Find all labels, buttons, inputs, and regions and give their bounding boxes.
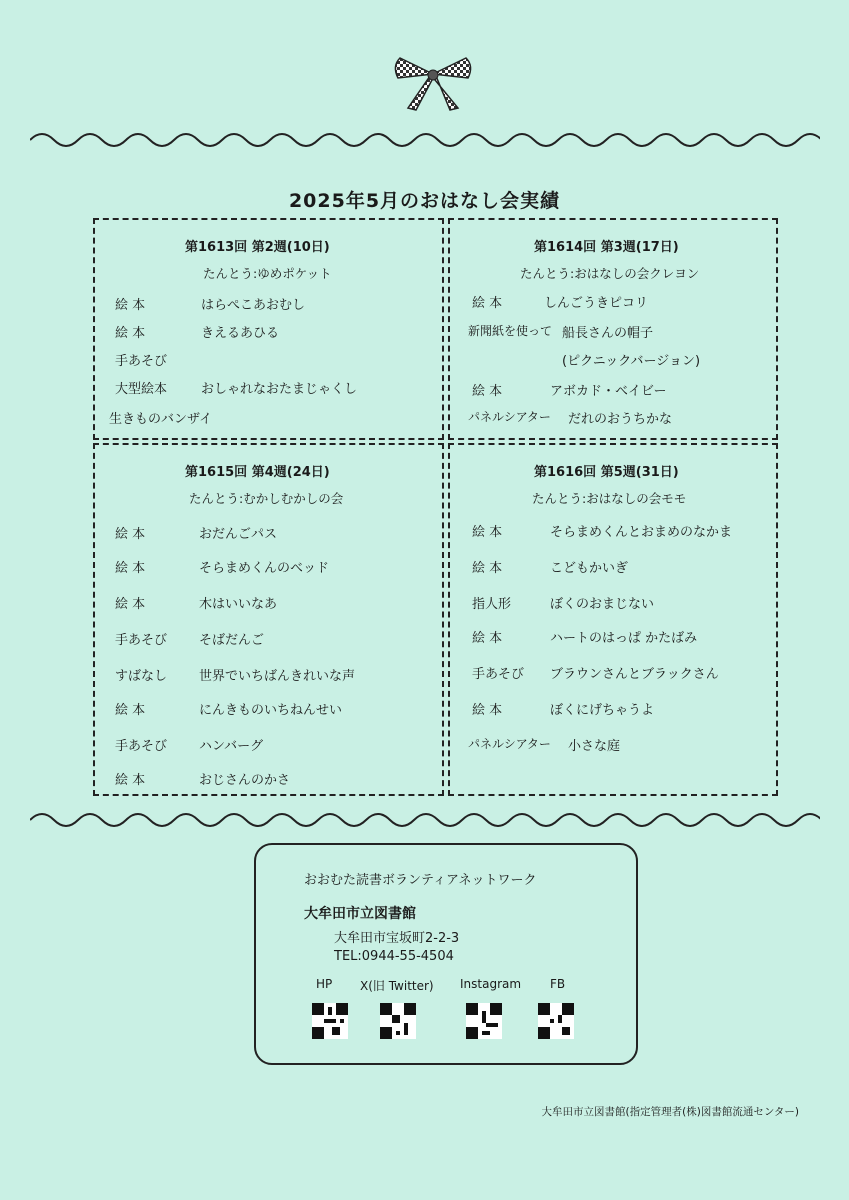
- session-header: 第1615回 第4週(24日): [185, 465, 330, 480]
- library-name: 大牟田市立図書館: [304, 906, 416, 922]
- session-header: 第1613回 第2週(10日): [185, 240, 330, 255]
- session-box-1616: 第1616回 第5週(31日) たんとう:おはなしの会モモ 絵 本 そらまめくんとおまめのなかま 絵 本 こどもかいぎ 指人形 ぼくのおまじない 絵 本 ハートのはっぱ かたばみ 手あそび ブラウンさんとブラックさん 絵 本 ぼくにげちゃうよ パネルシアター 小さな庭: [448, 443, 778, 796]
- qr-code-icon[interactable]: [380, 1003, 416, 1039]
- library-tel: TEL:0944-55-4504: [334, 949, 454, 964]
- footer-credit: 大牟田市立図書館(指定管理者(株)図書館流通センター): [541, 1106, 799, 1118]
- ribbon-bow-icon: [388, 52, 478, 116]
- qr-code-icon[interactable]: [312, 1003, 348, 1039]
- session-box-1615: 第1615回 第4週(24日) たんとう:むかしむかしの会 絵 本 おだんごパス 絵 本 そらまめくんのベッド 絵 本 木はいいなあ 手あそび そばだんご すばなし 世界でいちばんきれいな声 絵 本 にんきものいちねんせい 手あそび ハンバーグ 絵 本 おじさんのかさ: [93, 443, 444, 796]
- qr-code-icon[interactable]: [538, 1003, 574, 1039]
- session-header: 第1616回 第5週(31日): [534, 465, 679, 480]
- session-box-1613: 第1613回 第2週(10日) たんとう:ゆめポケット 絵 本 はらぺこあおむし 絵 本 きえるあひる 手あそび 大型絵本 おしゃれなおたまじゃくし 生きものバンザイ: [93, 218, 444, 440]
- qr-code-icon[interactable]: [466, 1003, 502, 1039]
- page-title: 2025年5月のおはなし会実績: [288, 190, 561, 212]
- library-address: 大牟田市宝坂町2-2-3: [334, 931, 460, 946]
- link-label-instagram: Instagram: [460, 977, 522, 991]
- session-box-1614: 第1614回 第3週(17日) たんとう:おはなしの会クレヨン 絵 本 しんごうきピコリ 新聞紙を使って 船長さんの帽子 (ピクニックバージョン) 絵 本 アボカド・ベイビー パネルシアター だれのおうちかな: [448, 218, 778, 440]
- session-teller: たんとう:ゆめポケット: [203, 266, 332, 281]
- link-label-hp: HP: [316, 977, 333, 991]
- link-label-x: X(旧 Twitter): [360, 979, 434, 993]
- contact-box: [254, 843, 638, 1065]
- session-teller: たんとう:おはなしの会モモ: [532, 491, 687, 506]
- link-label-fb: FB: [550, 977, 566, 991]
- bottom-wave-border: [30, 808, 820, 832]
- top-wave-border: [30, 128, 820, 152]
- session-teller: たんとう:むかしむかしの会: [189, 491, 344, 506]
- session-header: 第1614回 第3週(17日): [534, 240, 679, 255]
- session-teller: たんとう:おはなしの会クレヨン: [520, 266, 700, 281]
- org-name: おおむた読書ボランティアネットワーク: [304, 873, 537, 888]
